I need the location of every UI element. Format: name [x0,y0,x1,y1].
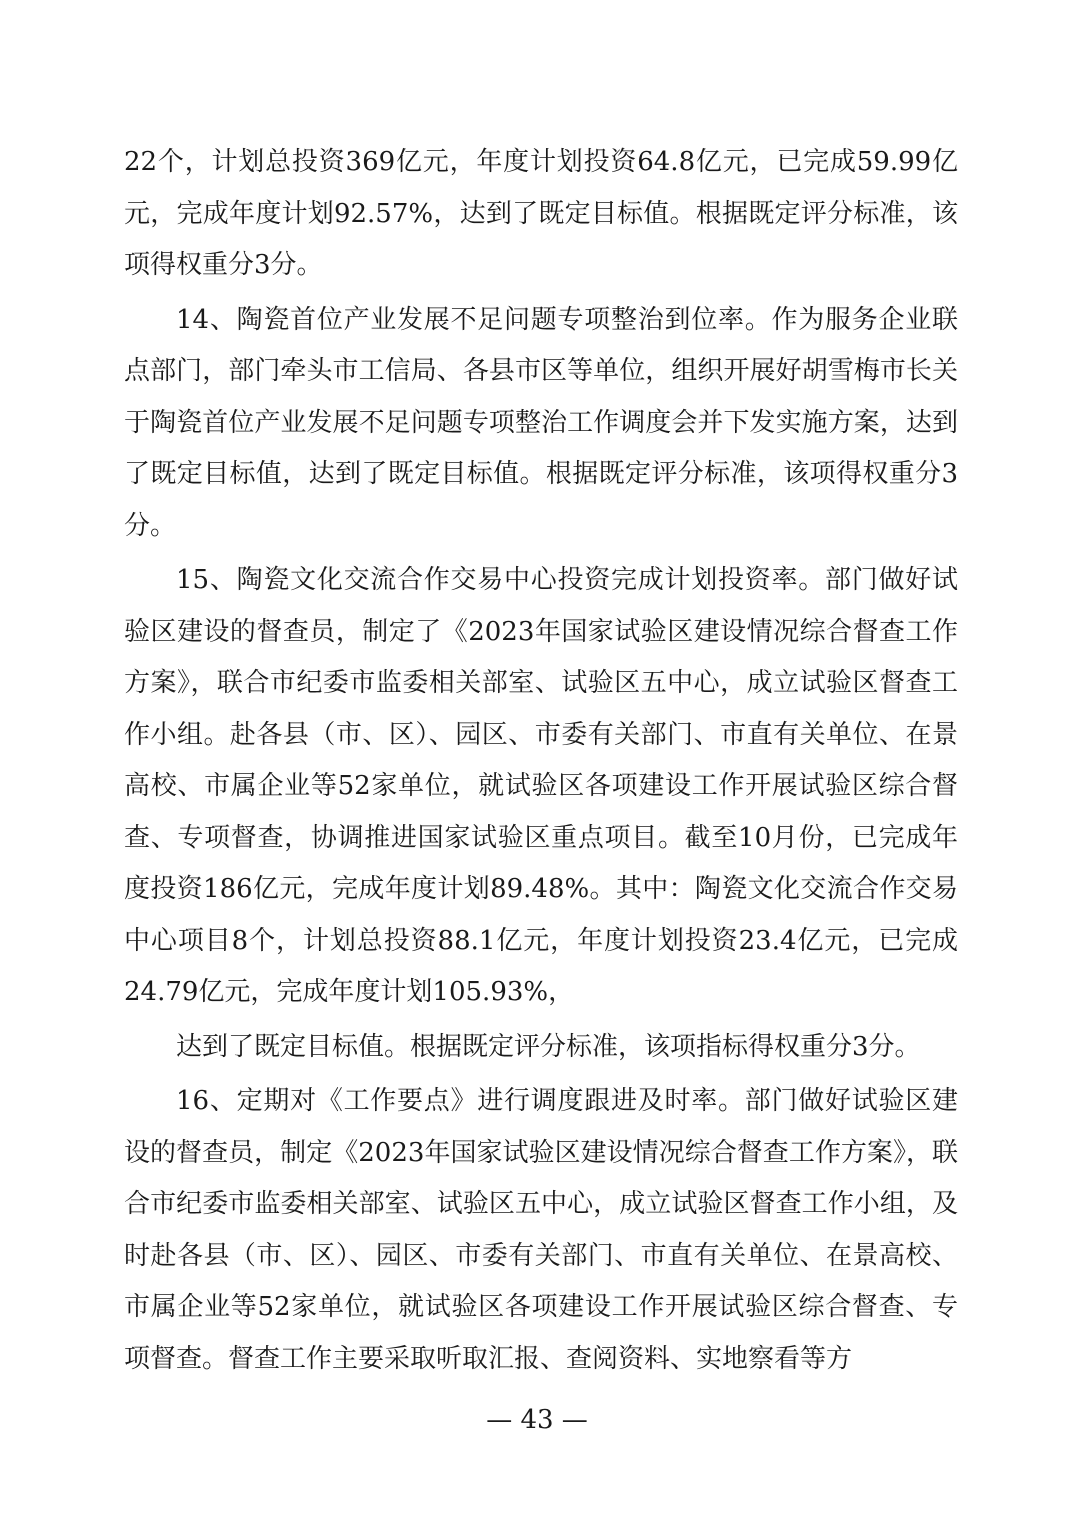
paragraph-item-16: 16、定期对《工作要点》进行调度跟进及时率。部门做好试验区建设的督查员，制定《2023年国家试验区建设情况综合督查工作方案》，联合市纪委市监委相关部室、试验区五中心，成立试验区督查工作小组，及时赴各县（市、区）、园区、市委有关部门、市直有关单位、在景高校、市属企业等52家单位，就试验区各项建设工作开展试验区综合督查、专项督查。督查工作主要采取听取汇报、查阅资料、实地察看等方 [124,1086,958,1374]
paragraph-item-15-conclusion: 达到了既定目标值。根据既定评分标准，该项指标得权重分3分。 [176,1031,921,1062]
paragraph-continuation: 22个，计划总投资369亿元，年度计划投资64.8亿元，已完成59.99亿元，完成年度计划92.57%，达到了既定目标值。根据既定评分标准，该项得权重分3分。 [124,147,958,280]
paragraph-item-14: 14、陶瓷首位产业发展不足问题专项整治到位率。作为服务企业联点部门，部门牵头市工信局、各县市区等单位，组织开展好胡雪梅市长关于陶瓷首位产业发展不足问题专项整治工作调度会并下发实施方案，达到了既定目标值，达到了既定目标值。根据既定评分标准，该项得权重分3分。 [124,304,958,541]
body-text [124,137,958,1388]
paragraph-item-15: 15、陶瓷文化交流合作交易中心投资完成计划投资率。部门做好试验区建设的督查员，制定了《2023年国家试验区建设情况综合督查工作方案》，联合市纪委市监委相关部室、试验区五中心，成立试验区督查工作小组。赴各县（市、区）、园区、市委有关部门、市直有关单位、在景高校、市属企业等52家单位，就试验区各项建设工作开展试验区综合督查、专项督查，协调推进国家试验区重点项目。截至10月份，已完成年度投资186亿元，完成年度计划89.48%。其中：陶瓷文化交流合作交易中心项目8个，计划总投资88.1亿元，年度计划投资23.4亿元，已完成24.79亿元，完成年度计划105.93%， [124,565,958,1007]
page-number: — 43 — [486,1405,588,1435]
